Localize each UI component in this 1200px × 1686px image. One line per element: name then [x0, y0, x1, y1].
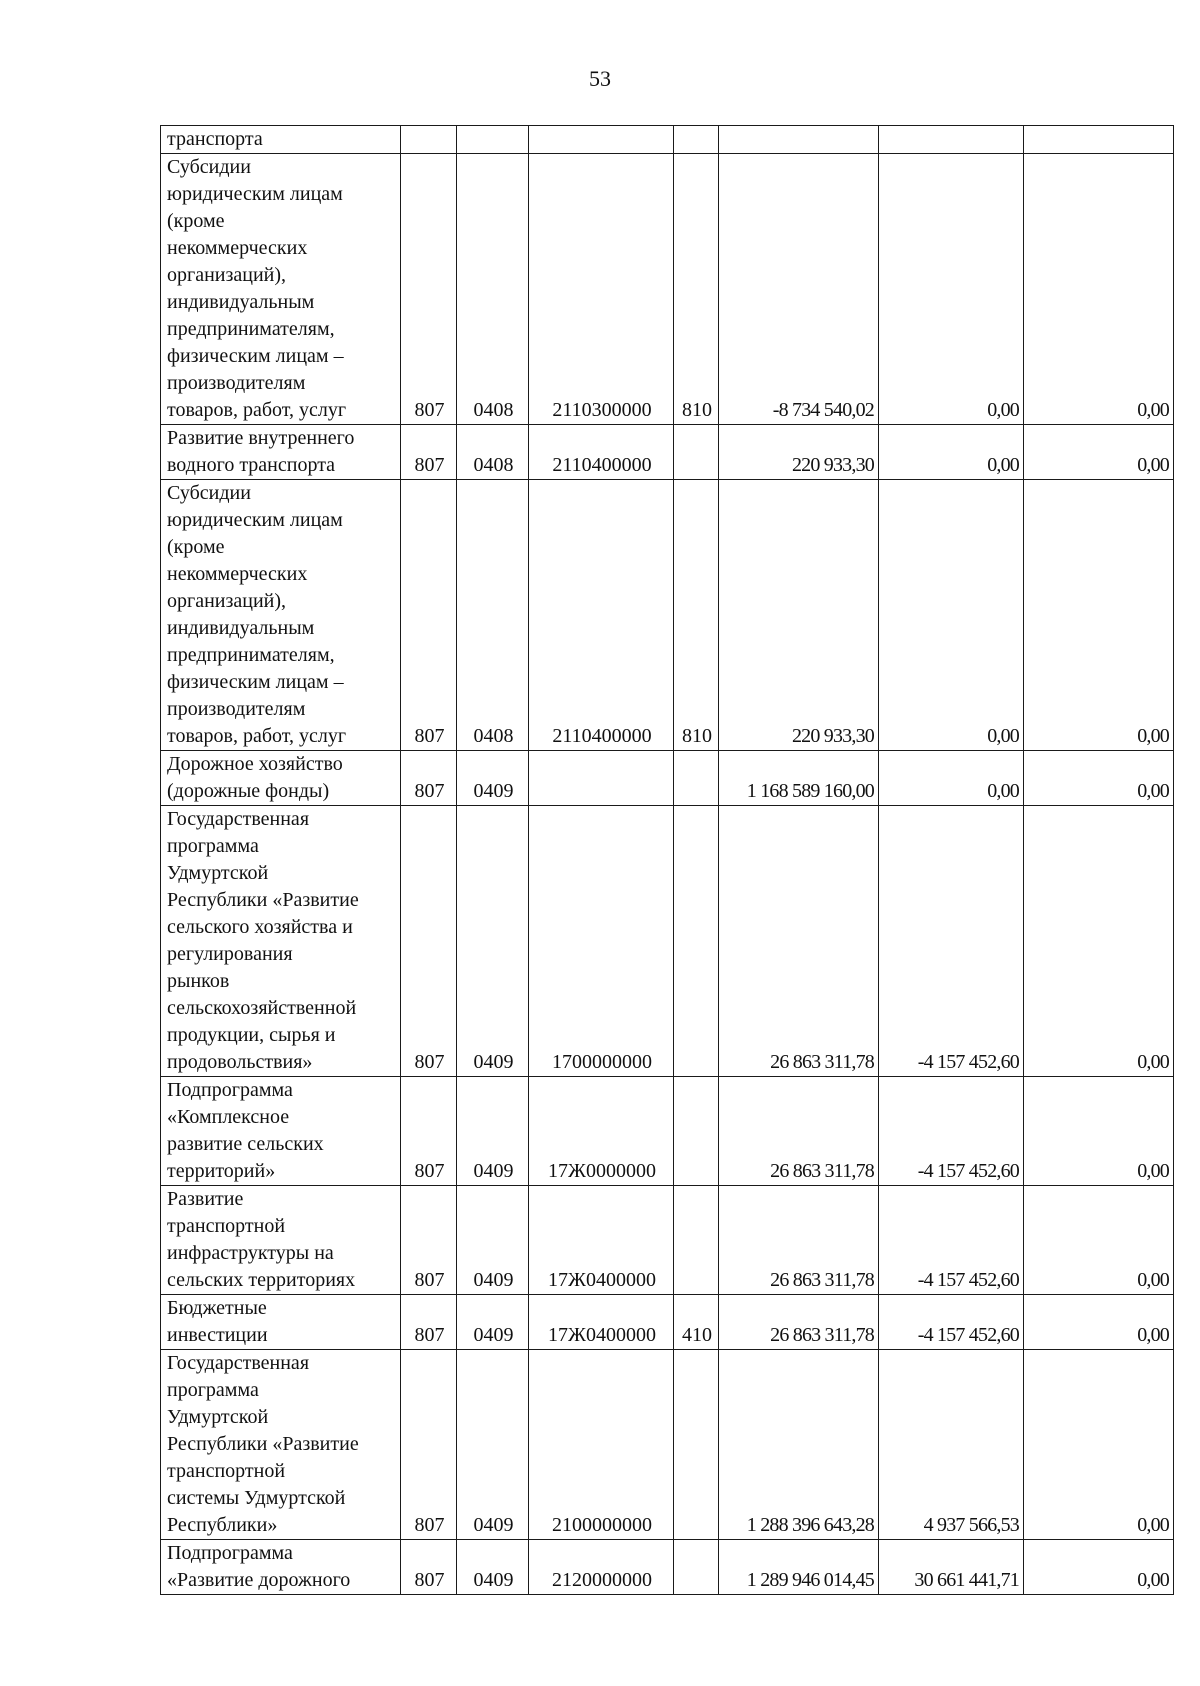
budget-table [160, 125, 1174, 1595]
amount-3 [1024, 126, 1174, 154]
row-name: Развитие внутреннего водного транспорта [161, 425, 401, 480]
amount-2: 0,00 [879, 154, 1024, 425]
target-article: 17Ж0400000 [529, 1186, 674, 1295]
amount-1: 26 863 311,78 [719, 1186, 879, 1295]
expense-type [674, 126, 719, 154]
ministry-code: 807 [401, 1350, 457, 1540]
expense-type: 410 [674, 1295, 719, 1350]
expense-type [674, 1077, 719, 1186]
amount-2: -4 157 452,60 [879, 1295, 1024, 1350]
ministry-code: 807 [401, 1077, 457, 1186]
amount-1: 220 933,30 [719, 425, 879, 480]
table-row [161, 154, 1174, 425]
table-row [161, 425, 1174, 480]
amount-3: 0,00 [1024, 425, 1174, 480]
amount-2 [879, 126, 1024, 154]
target-article: 2110400000 [529, 425, 674, 480]
amount-3: 0,00 [1024, 1350, 1174, 1540]
amount-2: -4 157 452,60 [879, 1077, 1024, 1186]
amount-1: 26 863 311,78 [719, 1077, 879, 1186]
row-name: Субсидии юридическим лицам (кроме некоммерческих организаций), индивидуальным предпринимателям, физическим лицам – производителям товаров, работ, услуг [161, 154, 401, 425]
target-article: 2120000000 [529, 1540, 674, 1595]
expense-type [674, 806, 719, 1077]
ministry-code: 807 [401, 1540, 457, 1595]
target-article [529, 126, 674, 154]
table-row [161, 1077, 1174, 1186]
target-article: 2110300000 [529, 154, 674, 425]
row-name: Дорожное хозяйство (дорожные фонды) [161, 751, 401, 806]
row-name: Бюджетные инвестиции [161, 1295, 401, 1350]
table-row [161, 1295, 1174, 1350]
target-article: 2110400000 [529, 480, 674, 751]
section-code: 0408 [457, 480, 529, 751]
amount-3: 0,00 [1024, 154, 1174, 425]
amount-2: 0,00 [879, 751, 1024, 806]
amount-3: 0,00 [1024, 480, 1174, 751]
section-code: 0409 [457, 751, 529, 806]
target-article: 1700000000 [529, 806, 674, 1077]
amount-2: 0,00 [879, 480, 1024, 751]
page-number: 53 [589, 66, 611, 91]
table-row [161, 1540, 1174, 1595]
amount-2: -4 157 452,60 [879, 1186, 1024, 1295]
amount-3: 0,00 [1024, 806, 1174, 1077]
amount-3: 0,00 [1024, 751, 1174, 806]
expense-type [674, 425, 719, 480]
section-code: 0408 [457, 154, 529, 425]
table-row [161, 480, 1174, 751]
target-article: 17Ж0400000 [529, 1295, 674, 1350]
amount-1: 1 168 589 160,00 [719, 751, 879, 806]
amount-3: 0,00 [1024, 1077, 1174, 1186]
amount-2: 0,00 [879, 425, 1024, 480]
ministry-code: 807 [401, 751, 457, 806]
expense-type [674, 1186, 719, 1295]
amount-1: -8 734 540,02 [719, 154, 879, 425]
expense-type: 810 [674, 154, 719, 425]
section-code [457, 126, 529, 154]
amount-2: 30 661 441,71 [879, 1540, 1024, 1595]
table-row [161, 126, 1174, 154]
ministry-code: 807 [401, 154, 457, 425]
ministry-code: 807 [401, 1186, 457, 1295]
table-row [161, 806, 1174, 1077]
amount-2: 4 937 566,53 [879, 1350, 1024, 1540]
amount-3: 0,00 [1024, 1295, 1174, 1350]
amount-1: 220 933,30 [719, 480, 879, 751]
target-article: 2100000000 [529, 1350, 674, 1540]
row-name: Государственная программа Удмуртской Республики «Развитие транспортной системы Удмуртской Республики» [161, 1350, 401, 1540]
amount-2: -4 157 452,60 [879, 806, 1024, 1077]
row-name: Государственная программа Удмуртской Республики «Развитие сельского хозяйства и регулирования рынков сельскохозяйственной продукции, сырья и продовольствия» [161, 806, 401, 1077]
expense-type [674, 751, 719, 806]
ministry-code: 807 [401, 480, 457, 751]
ministry-code: 807 [401, 425, 457, 480]
expense-type [674, 1540, 719, 1595]
amount-1: 1 288 396 643,28 [719, 1350, 879, 1540]
table-row [161, 751, 1174, 806]
row-name: Субсидии юридическим лицам (кроме некоммерческих организаций), индивидуальным предпринимателям, физическим лицам – производителям товаров, работ, услуг [161, 480, 401, 751]
amount-3: 0,00 [1024, 1186, 1174, 1295]
ministry-code [401, 126, 457, 154]
amount-3: 0,00 [1024, 1540, 1174, 1595]
row-name: Подпрограмма «Развитие дорожного [161, 1540, 401, 1595]
amount-1: 26 863 311,78 [719, 806, 879, 1077]
expense-type [674, 1350, 719, 1540]
section-code: 0409 [457, 1350, 529, 1540]
amount-1: 1 289 946 014,45 [719, 1540, 879, 1595]
section-code: 0409 [457, 1186, 529, 1295]
row-name: транспорта [161, 126, 401, 154]
target-article: 17Ж0000000 [529, 1077, 674, 1186]
section-code: 0409 [457, 806, 529, 1077]
target-article [529, 751, 674, 806]
section-code: 0409 [457, 1540, 529, 1595]
section-code: 0408 [457, 425, 529, 480]
row-name: Развитие транспортной инфраструктуры на сельских территориях [161, 1186, 401, 1295]
table-row [161, 1186, 1174, 1295]
section-code: 0409 [457, 1295, 529, 1350]
table-row [161, 1350, 1174, 1540]
expense-type: 810 [674, 480, 719, 751]
ministry-code: 807 [401, 1295, 457, 1350]
ministry-code: 807 [401, 806, 457, 1077]
amount-1 [719, 126, 879, 154]
amount-1: 26 863 311,78 [719, 1295, 879, 1350]
row-name: Подпрограмма «Комплексное развитие сельских территорий» [161, 1077, 401, 1186]
section-code: 0409 [457, 1077, 529, 1186]
